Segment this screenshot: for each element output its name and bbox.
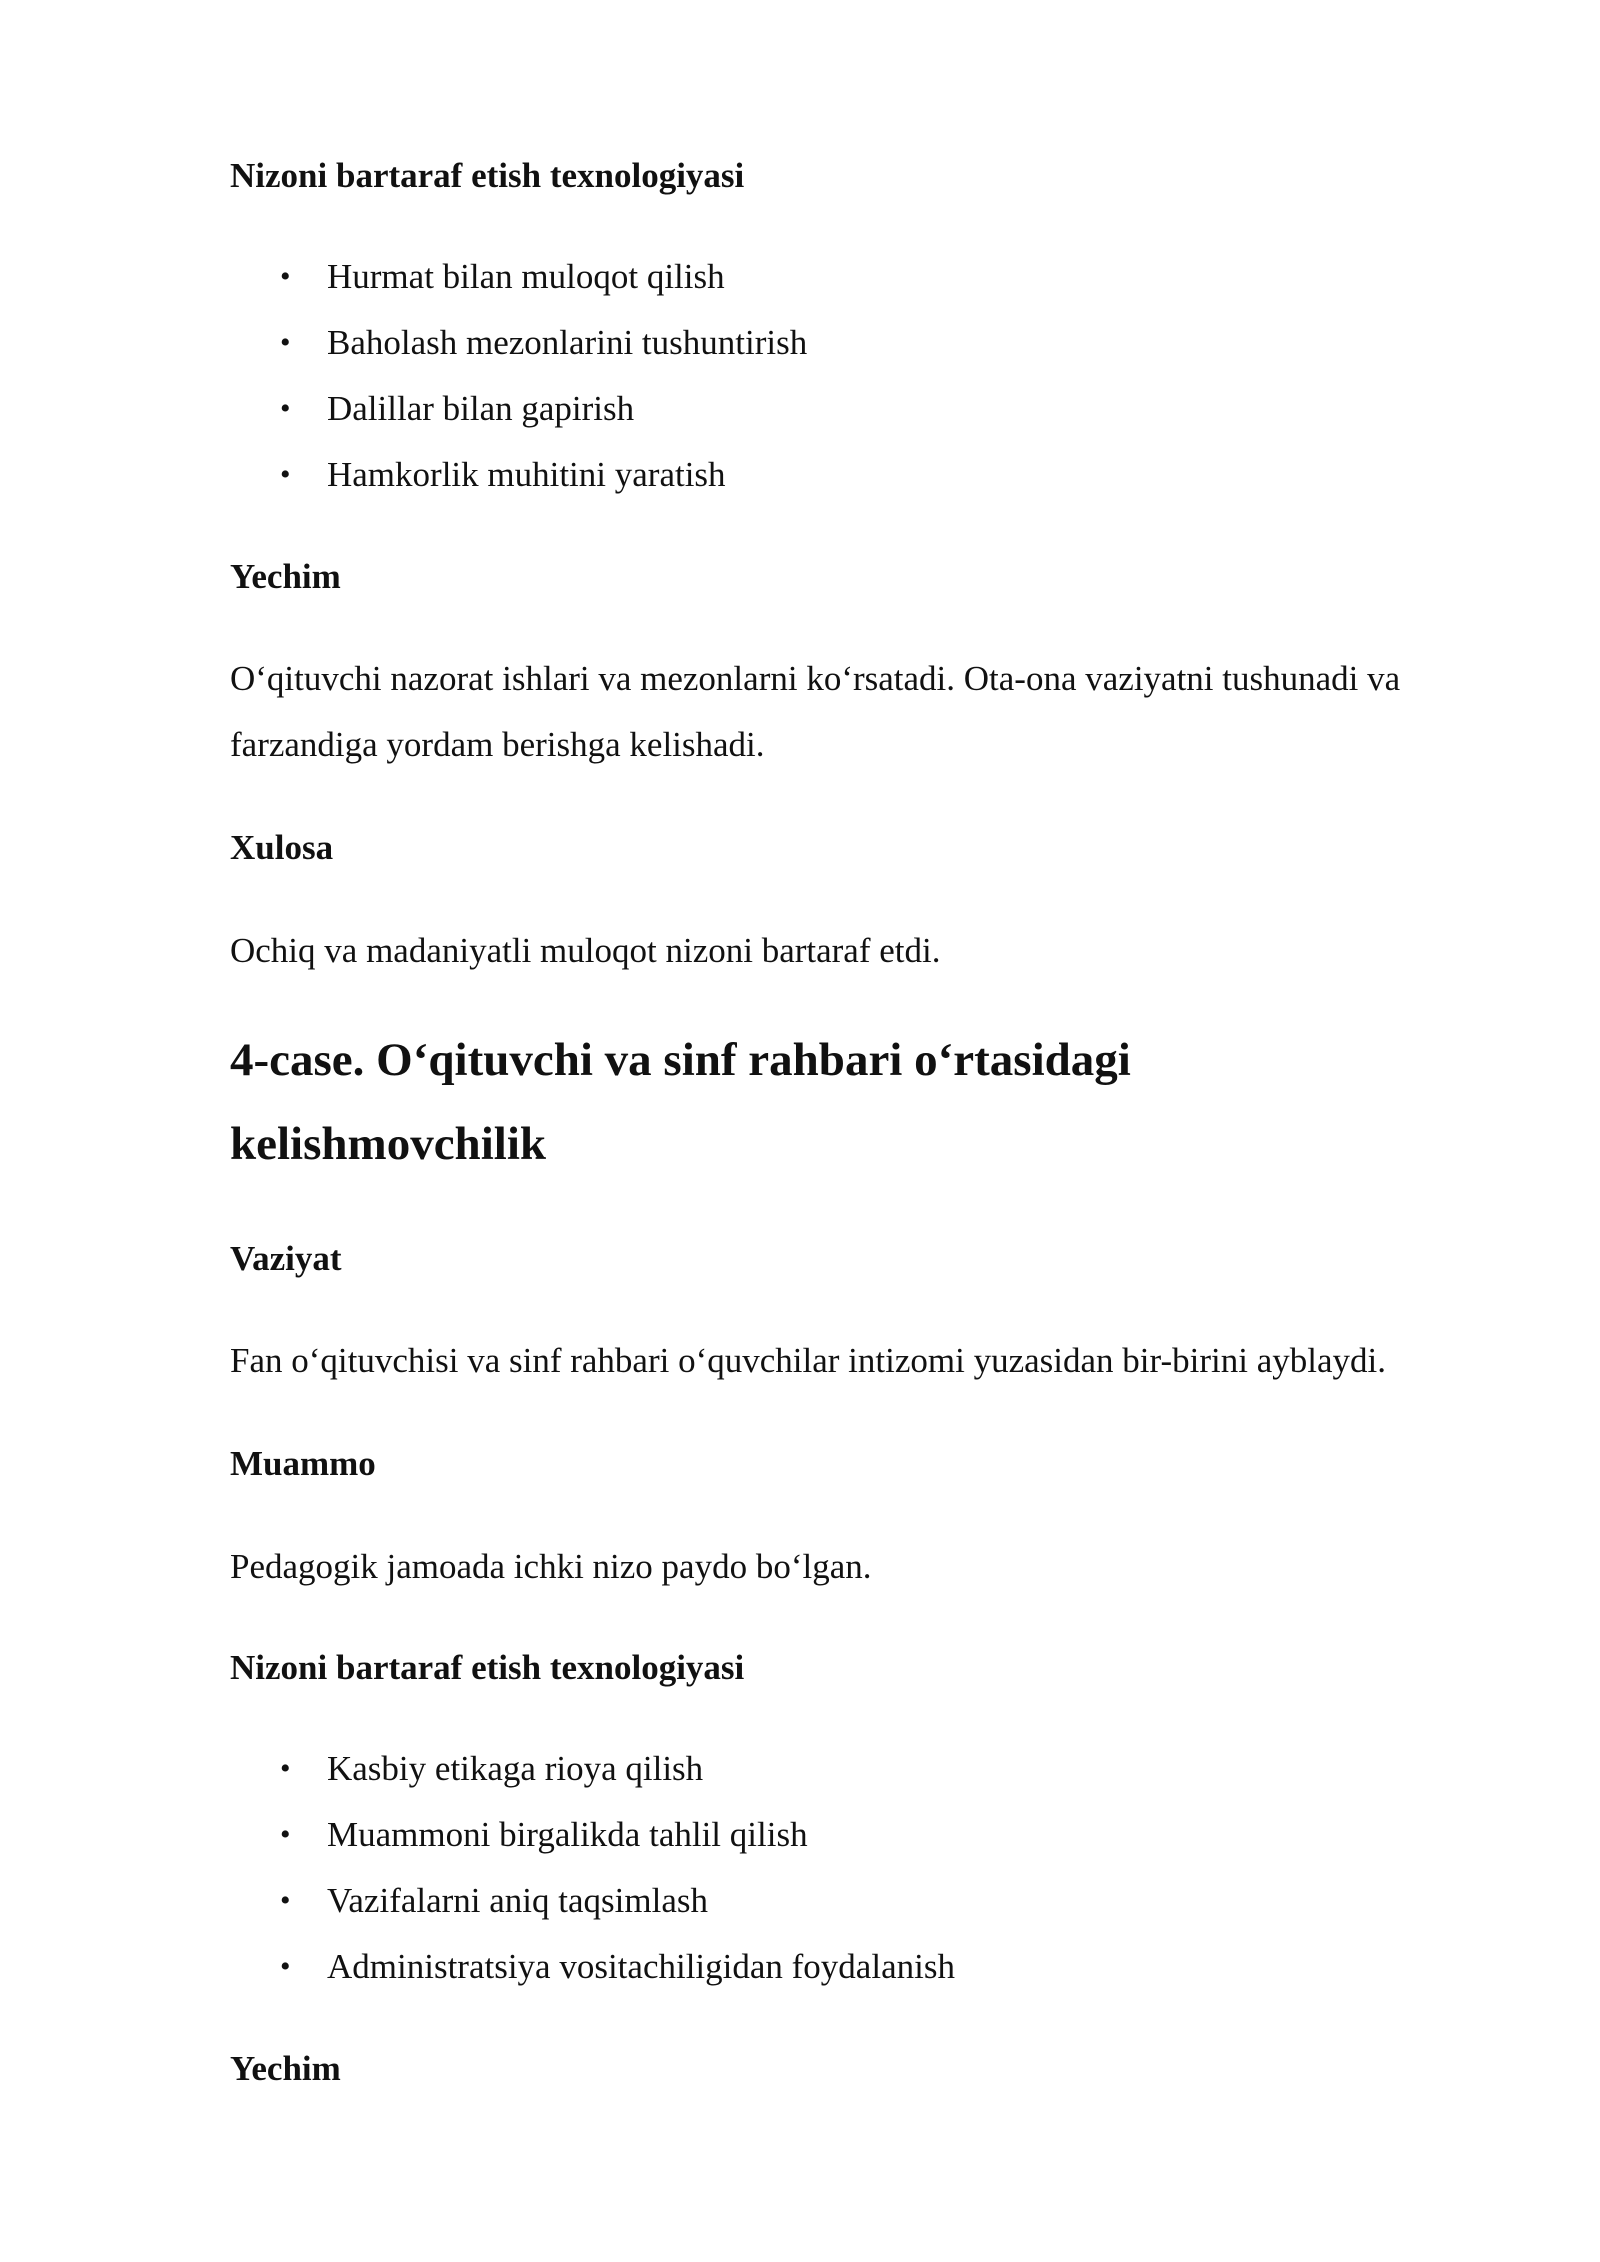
- bullet-icon: •: [280, 1950, 291, 1983]
- muammo-paragraph: Pedagogik jamoada ichki nizo paydo bo‘lgan.: [230, 1547, 872, 1586]
- bullet-icon: •: [280, 458, 291, 491]
- section-heading-vaziyat: Vaziyat: [230, 1239, 342, 1278]
- section-heading-technology-2: Nizoni bartaraf etish texnologiyasi: [230, 1648, 745, 1687]
- list-item: • Administratsiya vositachiligidan foydalanish: [230, 1945, 1500, 2011]
- list-item: • Baholash mezonlarini tushuntirish: [230, 321, 1500, 387]
- list-item: • Hurmat bilan muloqot qilish: [230, 255, 1500, 321]
- yechim-paragraph: O‘qituvchi nazorat ishlari va mezonlarni ko‘rsatadi. Ota-ona vaziyatni tushunadi va farzandiga yordam berishga kelishadi.: [230, 659, 1401, 764]
- case-title: 4-case. O‘qituvchi va sinf rahbari o‘rtasidagi kelishmovchilik: [230, 1034, 1131, 1170]
- bullet-icon: •: [280, 1884, 291, 1917]
- section-heading-yechim-2: Yechim: [230, 2049, 341, 2088]
- section-heading-muammo: Muammo: [230, 1444, 376, 1483]
- section-heading-xulosa: Xulosa: [230, 828, 334, 867]
- list-item: • Vazifalarni aniq taqsimlash: [230, 1879, 1500, 1945]
- section-heading-technology: Nizoni bartaraf etish texnologiyasi: [230, 156, 745, 195]
- technology-list: [230, 255, 1500, 519]
- bullet-icon: •: [280, 326, 291, 359]
- list-item: • Kasbiy etikaga rioya qilish: [230, 1747, 1500, 1813]
- vaziyat-paragraph: Fan o‘qituvchisi va sinf rahbari o‘quvchilar intizomi yuzasidan bir-birini ayblaydi.: [230, 1341, 1386, 1380]
- bullet-icon: •: [280, 1818, 291, 1851]
- section-heading-yechim: Yechim: [230, 557, 341, 596]
- list-item: • Hamkorlik muhitini yaratish: [230, 453, 1500, 519]
- list-item: • Dalillar bilan gapirish: [230, 387, 1500, 453]
- bullet-icon: •: [280, 1752, 291, 1785]
- technology-list-2: [230, 1747, 1500, 2011]
- bullet-icon: •: [280, 392, 291, 425]
- bullet-icon: •: [280, 260, 291, 293]
- xulosa-paragraph: Ochiq va madaniyatli muloqot nizoni bartaraf etdi.: [230, 931, 941, 970]
- list-item: • Muammoni birgalikda tahlil qilish: [230, 1813, 1500, 1879]
